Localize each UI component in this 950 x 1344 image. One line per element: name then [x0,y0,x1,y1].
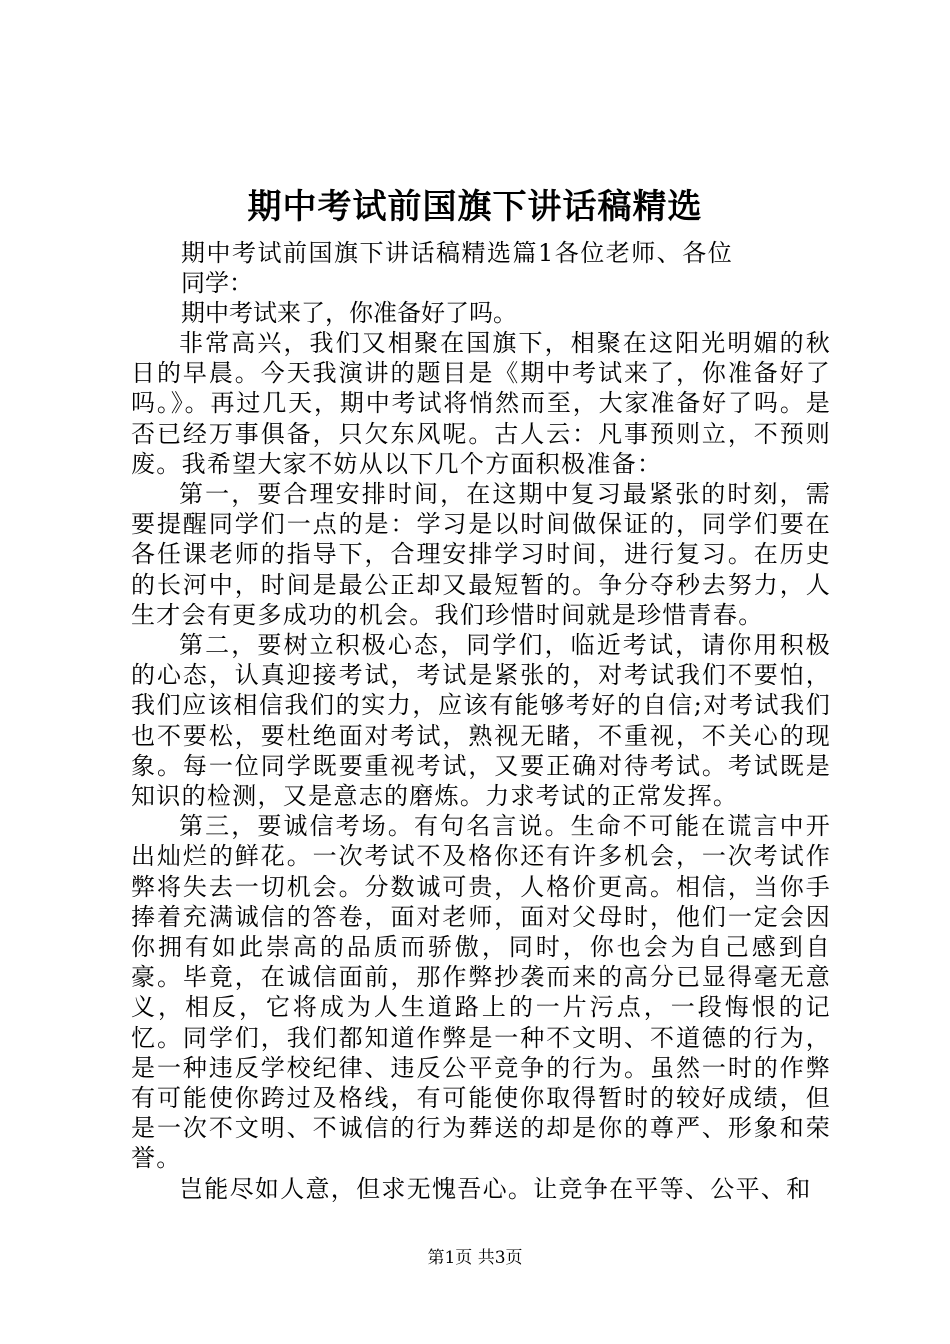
intro-line: 期中考试前国旗下讲话稿精选篇1各位老师、各位 [181,239,734,267]
body-paragraph: 第一，要合理安排时间，在这期中复习最紧张的时刻，需要提醒同学们一点的是：学习是以时间做保证的，同学们要在各任课老师的指导下，合理安排学习时间，进行复习。在历史的长河中，时间是最公正却又最短暂的。争分夺秒去努力，人生才会有更多成功的机会。我们珍惜时间就是珍惜青春。 [131,480,831,629]
document-title: 期中考试前国旗下讲话稿精选 [247,187,703,227]
body-paragraph: 第二，要树立积极心态，同学们，临近考试，请你用积极的心态，认真迎接考试，考试是紧张的，对考试我们不要怕，我们应该相信我们的实力，应该有能够考好的自信;对考试我们也不要松，要杜绝面对考试，熟视无睹，不重视，不关心的现象。每一位同学既要重视考试，又要正确对待考试。考试既是知识的检测，又是意志的磨炼。力求考试的正常发挥。 [131,631,831,811]
intro-line: 期中考试来了，你准备好了吗。 [181,299,517,327]
body-paragraph: 非常高兴，我们又相聚在国旗下，相聚在这阳光明媚的秋日的早晨。今天我演讲的题目是《期中考试来了，你准备好了吗。》。再过几天，期中考试将悄然而至，大家准备好了吗。是否已经万事俱备，只欠东风呢。古人云：凡事预则立，不预则废。我希望大家不妨从以下几个方面积极准备： [131,329,831,478]
body-paragraph: 第三，要诚信考场。有句名言说。生命不可能在谎言中开出灿烂的鲜花。一次考试不及格你还有许多机会，一次考试作弊将失去一切机会。分数诚可贵，人格价更高。相信，当你手捧着充满诚信的答卷，面对老师，面对父母时，他们一定会因你拥有如此崇高的品质而骄傲，同时，你也会为自己感到自豪。毕竟，在诚信面前，那作弊抄袭而来的高分已显得毫无意义，相反，它将成为人生道路上的一片污点，一段悔恨的记忆。同学们，我们都知道作弊是一种不文明、不道德的行为，是一种违反学校纪律、违反公平竞争的行为。虽然一时的作弊有可能使你跨过及格线，有可能使你取得暂时的较好成绩，但是一次不文明、不诚信的行为葬送的却是你的尊严、形象和荣誉。 [131,812,831,1173]
intro-line: 同学： [181,269,253,297]
document-body [131,328,831,1204]
body-paragraph: 岂能尽如人意，但求无愧吾心。让竞争在平等、公平、和 [179,1174,812,1203]
page-indicator: 第1页 共3页 [427,1248,523,1268]
